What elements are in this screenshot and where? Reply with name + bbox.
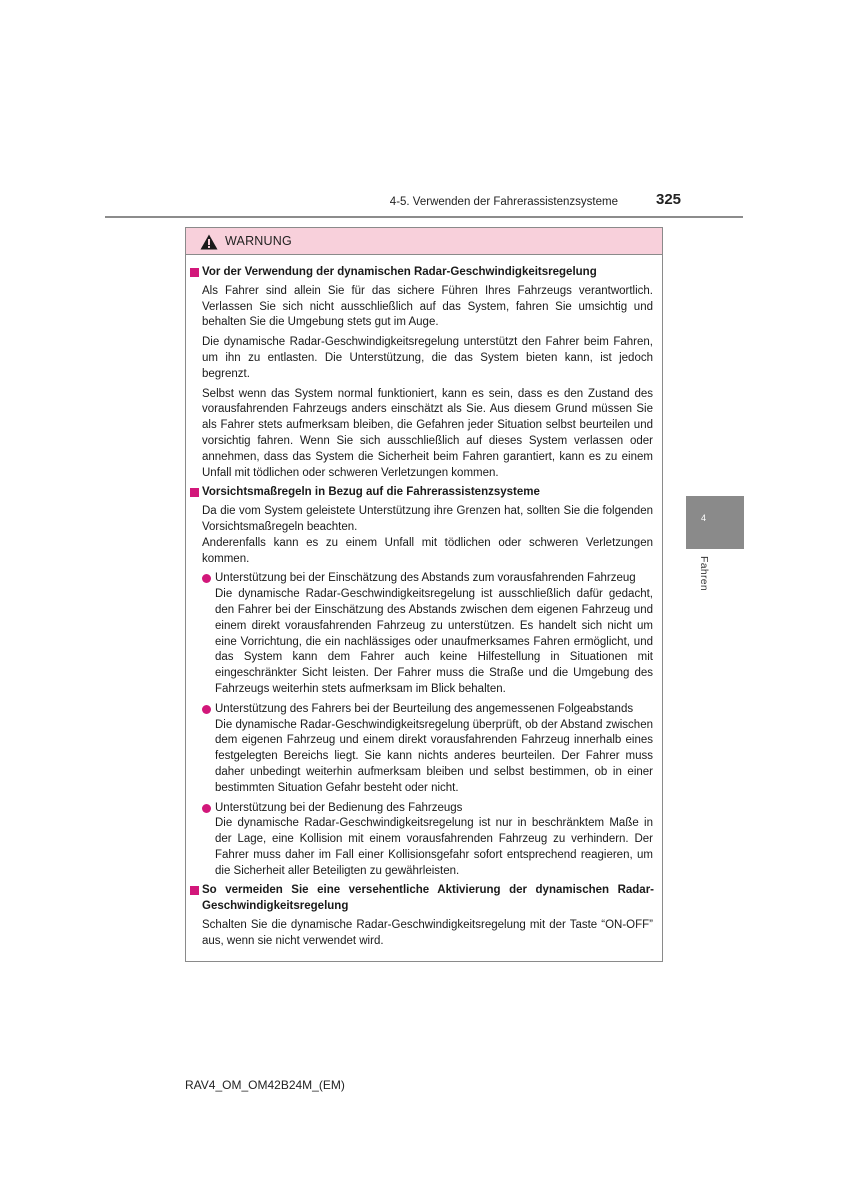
round-bullet-icon — [202, 804, 211, 813]
list-item — [215, 571, 653, 697]
warning-triangle-icon — [200, 234, 218, 250]
warning-content — [186, 265, 662, 954]
square-bullet-icon — [190, 886, 199, 895]
list-item-text: Die dynamische Radar-Geschwindigkeitsregelung ist ausschließlich dafür gedacht, den Fahrer bei der Einschätzung des Abstands zwischen dem eigenen Fahrzeug und einem direkt vorausfahrenden Fahrzeug zu unterstützen. Es handelt sich nicht um eine Vorrichtung, die ein nachlässiges oder unaufmerksames Fahren ermöglicht, und das System kann dem Fahrer auch keine Hilfestellung in Situationen mit eingeschränkter Sicht leisten. Der Fahrer muss die Straße und die Umgebung des Fahrzeugs weiterhin stets aufmerksam im Blick behalten. — [215, 588, 653, 695]
list-item-text: Die dynamische Radar-Geschwindigkeitsregelung ist nur in beschränktem Maße in der Lage, eine Kollision mit einem vorausfahrenden Fahrzeug zu verhindern. Der Fahrer muss daher im Fall einer Kollisionsgefahr sofort entsprechend reagieren, um die Sicherheit aller Beteiligten zu gewährleisten. — [215, 817, 653, 877]
header-rule — [105, 216, 743, 218]
paragraph: Die dynamische Radar-Geschwindigkeitsregelung unterstützt den Fahrer beim Fahren, um ihn zu entlasten. Die Unterstützung, die das System bieten kann, ist jedoch begrenzt. — [202, 336, 653, 380]
warning-title: WARNUNG — [225, 234, 292, 248]
section-heading — [186, 265, 654, 281]
paragraph: Selbst wenn das System normal funktioniert, kann es sein, dass es den Zustand des vorausfahrenden Fahrzeugs anders einschätzt als Sie. Aus diesem Grund müssen Sie als Fahrer stets aufmerksam bleiben, die Gefahren jeder Situation selbst beurteilen und vorsichtig fahren. Wenn Sie sich ausschließlich auf dieses System verlassen oder annehmen, dass das System die Sicherheit beim Fahren garantiert, kann es zu einem Unfall mit tödlichen oder schweren Verletzungen kommen. — [202, 387, 653, 479]
section-heading — [186, 883, 654, 915]
chapter-tab[interactable] — [686, 496, 744, 549]
section-heading — [186, 485, 654, 501]
footer-code: RAV4_OM_OM42B24M_(EM) — [185, 1078, 345, 1092]
warning-box — [185, 227, 663, 962]
paragraph: Als Fahrer sind allein Sie für das sichere Führen Ihres Fahrzeugs verantwortlich. Verlassen Sie sich nicht ausschließlich auf das System, fahren Sie umsichtig und behalten Sie die Umgebung stets gut im Auge. — [202, 284, 653, 329]
page-number: 325 — [656, 191, 682, 208]
chapter-number: 4 — [701, 513, 707, 523]
list-item — [215, 801, 653, 880]
warning-header — [186, 228, 662, 255]
section-heading-text: Vorsichtsmaßregeln in Bezug auf die Fahrerassistenzsysteme — [202, 486, 540, 499]
section-title: 4-5. Verwenden der Fahrerassistenzsysteme — [389, 196, 618, 208]
list-item-title: Unterstützung des Fahrers bei der Beurteilung des angemessenen Folgeabstands — [215, 702, 634, 715]
list-item — [215, 702, 653, 797]
square-bullet-icon — [190, 268, 199, 277]
section-heading-text: So vermeiden Sie eine versehentliche Aktivierung der dynamischen Radar-Geschwindigkeitsregelung — [202, 884, 654, 913]
round-bullet-icon — [202, 705, 211, 714]
round-bullet-icon — [202, 574, 211, 583]
list-item-title: Unterstützung bei der Einschätzung des Abstands zum vorausfahrenden Fahrzeug — [215, 572, 636, 585]
section-heading-text: Vor der Verwendung der dynamischen Radar-Geschwindigkeitsregelung — [202, 266, 597, 278]
paragraph: Anderenfalls kann es zu einem Unfall mit tödlichen oder schweren Verletzungen kommen. — [202, 536, 653, 565]
paragraph: Da die vom System geleistete Unterstützung ihre Grenzen hat, sollten Sie die folgenden Vorsichtsmaßregeln beachten. — [202, 505, 653, 533]
chapter-label: Fahren — [698, 556, 710, 592]
list-item-text: Die dynamische Radar-Geschwindigkeitsregelung überprüft, ob der Abstand zwischen dem eigenen Fahrzeug und einem direkt vorausfahrenden Fahrzeug innerhalb eines festgelegten Bereichs liegt. Sie kann nichts anderes beurteilen. Der Fahrer muss daher unbedingt weiterhin aufmerksam bleiben und selbst bestimmen, ob in einer bestimmten Situation Gefahr besteht oder nicht. — [215, 718, 653, 794]
page-header — [0, 190, 848, 220]
list-item-title: Unterstützung bei der Bedienung des Fahrzeugs — [215, 801, 463, 814]
square-bullet-icon — [190, 488, 199, 497]
paragraph: Schalten Sie die dynamische Radar-Geschwindigkeitsregelung mit der Taste “ON-OFF” aus, wenn sie nicht verwendet wird. — [202, 919, 653, 947]
